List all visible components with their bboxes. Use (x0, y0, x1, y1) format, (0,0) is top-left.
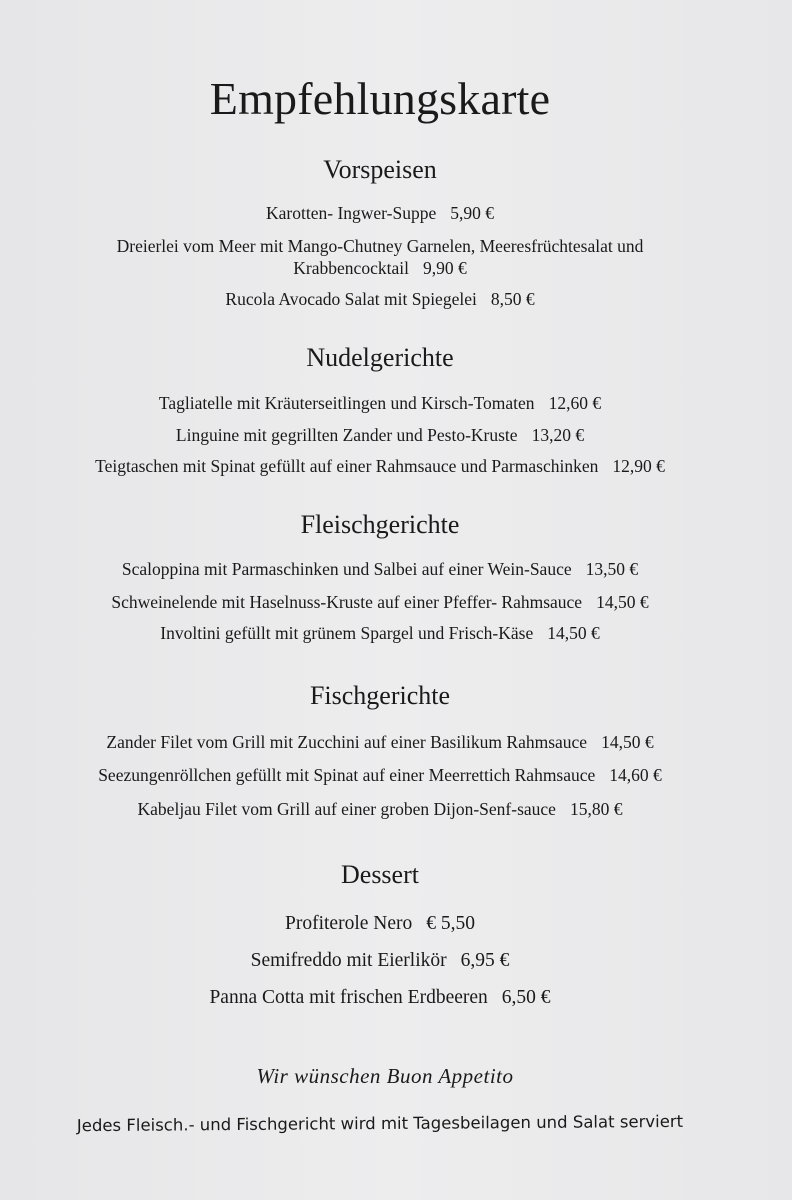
item-price: 14,50 € (601, 732, 654, 752)
menu-item (0, 623, 760, 644)
menu-item (0, 765, 760, 786)
item-name: Panna Cotta mit frischen Erdbeeren (209, 987, 488, 1008)
item-price: € 5,50 (426, 913, 475, 934)
menu-item (0, 592, 760, 613)
menu-item (0, 393, 760, 414)
item-price: 13,20 € (531, 425, 585, 445)
menu-item (0, 236, 760, 257)
section-title-nudelgerichte: Nudelgerichte (306, 343, 454, 372)
menu-item (0, 799, 760, 820)
item-name: Involtini gefüllt mit grünem Spargel und Frisch-Käse (160, 623, 534, 643)
menu-item (0, 456, 760, 477)
item-name: Dreierlei vom Meer mit Mango-Chutney Garnelen, Meeresfrüchtesalat und (116, 236, 644, 256)
menu-item (0, 425, 760, 446)
item-price: 12,90 € (612, 456, 665, 476)
item-name: Seezungenröllchen gefüllt mit Spinat auf einer Meerrettich Rahmsauce (98, 765, 596, 785)
item-name: Profiterole Nero (285, 913, 413, 934)
section-title-vorspeisen: Vorspeisen (323, 155, 437, 184)
menu-title: Empfehlungskarte (209, 73, 551, 124)
item-name: Semifreddo mit Eierlikör (250, 950, 447, 971)
item-name: Karotten- Ingwer-Suppe (266, 203, 437, 223)
item-price: 8,50 € (490, 289, 535, 309)
menu-item (0, 950, 760, 971)
item-name: Kabeljau Filet vom Grill auf einer groben Dijon-Senf-sauce (137, 799, 556, 819)
item-name: Linguine mit gegrillten Zander und Pesto-Kruste (175, 425, 518, 445)
item-price: 14,50 € (596, 592, 649, 612)
item-name: Rucola Avocado Salat mit Spiegelei (225, 289, 477, 309)
item-price: 13,50 € (585, 559, 639, 579)
section-title-fleischgerichte: Fleischgerichte (300, 510, 460, 539)
item-name: Teigtaschen mit Spinat gefüllt auf einer Rahmsauce und Parmaschinken (95, 456, 599, 476)
item-price: 15,80 € (569, 799, 623, 819)
menu-item (0, 913, 760, 934)
item-name: Scaloppina mit Parmaschinken und Salbei auf einer Wein-Sauce (121, 559, 572, 579)
menu-item (0, 559, 760, 580)
menu-item (0, 203, 760, 224)
item-price: 14,50 € (547, 623, 600, 643)
item-price: 12,60 € (548, 393, 602, 413)
item-price: 6,95 € (460, 950, 510, 971)
item-price: 5,90 € (450, 203, 494, 223)
menu-item (0, 732, 760, 753)
footer-note: Jedes Fleisch.- und Fischgericht wird mit Tagesbeilagen und Salat serviert (76, 1111, 684, 1136)
item-price: 9,90 € (422, 258, 467, 278)
closing-wish: Wir wünschen Buon Appetito (256, 1064, 514, 1088)
item-name: Schweinelende mit Haselnuss-Kruste auf einer Pfeffer- Rahmsauce (111, 592, 583, 612)
item-price: 6,50 € (501, 987, 551, 1008)
section-title-dessert: Dessert (341, 860, 419, 889)
item-name: Tagliatelle mit Kräuterseitlingen und Kirsch-Tomaten (158, 393, 535, 413)
item-name: Zander Filet vom Grill mit Zucchini auf einer Basilikum Rahmsauce (106, 732, 588, 752)
item-price: 14,60 € (609, 765, 662, 785)
menu-item (0, 987, 760, 1008)
menu-item-continuation (0, 258, 760, 279)
section-title-fischgerichte: Fischgerichte (309, 681, 451, 710)
item-name-line2: Krabbencocktail (293, 258, 409, 278)
menu-item (0, 289, 760, 310)
